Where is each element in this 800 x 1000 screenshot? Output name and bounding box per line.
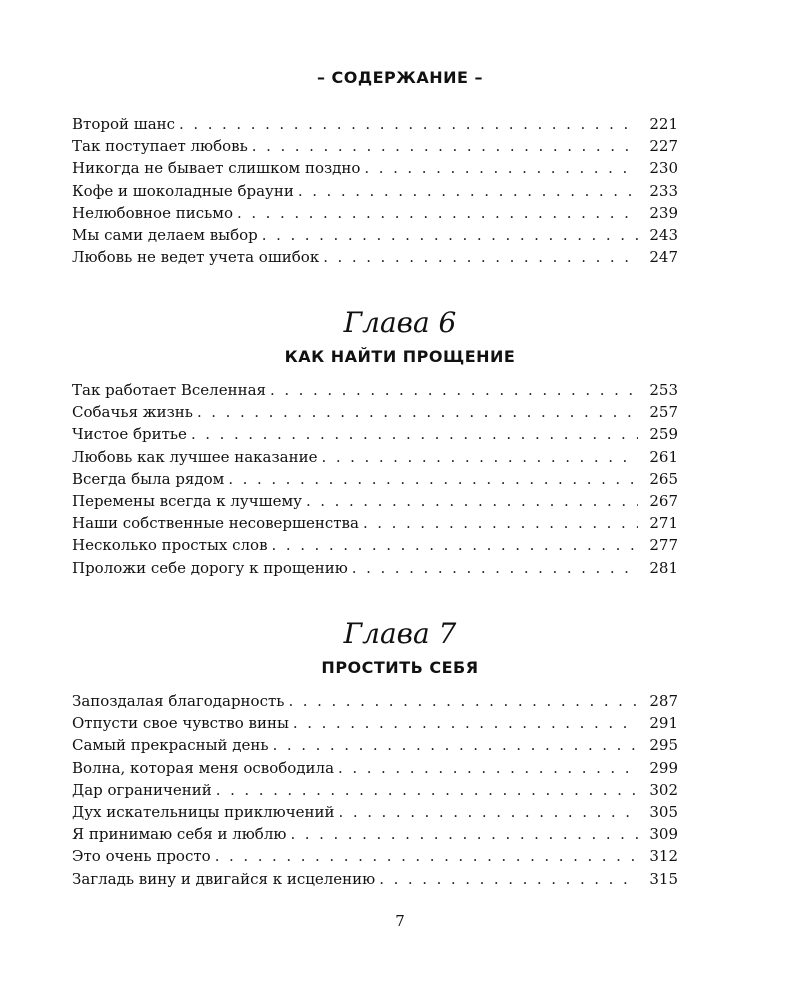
toc-entry: [72, 845, 678, 867]
toc-entry-title: Я принимаю себя и люблю: [72, 825, 287, 844]
dot-leader: [298, 180, 638, 202]
toc-entry-title: Дух искательницы приключений: [72, 802, 335, 821]
toc-list: [72, 379, 678, 579]
chapter-title: ПРОСТИТЬ СЕБЯ: [321, 658, 479, 677]
toc-entry: [72, 401, 678, 423]
toc-entry-title: Отпусти свое чувство вины: [72, 714, 289, 733]
dot-leader: [290, 823, 638, 845]
toc-entry-title: Любовь как лучшее наказание: [72, 447, 318, 466]
toc-entry: [72, 557, 678, 579]
toc-page-number: 271: [649, 514, 678, 533]
toc-page-number: 277: [649, 536, 678, 555]
toc-entry-title: Чистое бритье: [72, 425, 187, 444]
toc-entry: [72, 734, 678, 756]
toc-entry: [72, 534, 678, 556]
toc-entry: [72, 246, 678, 268]
dot-leader: [306, 490, 638, 512]
toc-page-number: 302: [649, 780, 678, 799]
toc-entry: [72, 512, 678, 534]
toc-page-number: 281: [649, 558, 678, 577]
dot-leader: [323, 246, 638, 268]
dot-leader: [363, 512, 638, 534]
toc-entry: [72, 224, 678, 246]
dot-leader: [252, 135, 638, 157]
toc-entry: [72, 801, 678, 823]
toc-page-number: 221: [649, 115, 678, 133]
toc-page-number: 287: [649, 692, 678, 710]
toc-entry-title: Самый прекрасный день: [72, 736, 269, 755]
dot-leader: [237, 202, 638, 224]
toc-entry-title: Запоздалая благодарность: [72, 692, 285, 710]
toc-entry: [72, 868, 678, 890]
toc-page-number: 239: [649, 203, 678, 222]
toc-entry-title: Несколько простых слов: [72, 536, 268, 555]
toc-entry-title: Это очень просто: [72, 847, 211, 866]
toc-page-number: 291: [649, 714, 678, 733]
dot-leader: [215, 845, 638, 867]
dot-leader: [339, 801, 638, 823]
toc-entry: [72, 712, 678, 734]
dot-leader: [228, 468, 638, 490]
dot-leader: [364, 157, 638, 179]
toc-entry: [72, 157, 678, 179]
toc-entry-title: Любовь не ведет учета ошибок: [72, 248, 320, 267]
toc-page-number: 247: [649, 248, 678, 267]
toc-entry: [72, 446, 678, 468]
toc-page-number: 233: [649, 181, 678, 200]
toc-entry-title: Кофе и шоколадные брауни: [72, 181, 294, 200]
dot-leader: [216, 779, 638, 801]
toc-entry-title: Перемены всегда к лучшему: [72, 491, 302, 510]
toc-page-number: 305: [649, 802, 678, 821]
toc-entry: [72, 379, 678, 401]
dot-leader: [338, 757, 638, 779]
toc-entry: [72, 779, 678, 801]
toc-page-number: 257: [649, 403, 678, 422]
toc-list: [72, 113, 678, 268]
toc-entry: [72, 823, 678, 845]
toc-entry-title: Дар ограничений: [72, 780, 212, 799]
toc-entry-title: Наши собственные несовершенства: [72, 514, 359, 533]
toc-entry-title: Собачья жизнь: [72, 403, 193, 422]
toc-entry: [72, 490, 678, 512]
toc-page-number: 253: [649, 381, 678, 399]
toc-page-number: 299: [649, 758, 678, 777]
toc-entry-title: Так работает Вселенная: [72, 381, 266, 399]
toc-entry-title: Нелюбовное письмо: [72, 203, 233, 222]
toc-entry: [72, 468, 678, 490]
toc-entry-title: Волна, которая меня освободила: [72, 758, 335, 777]
toc-entry-title: Никогда не бывает слишком поздно: [72, 159, 361, 178]
toc-entry: [72, 690, 678, 712]
toc-entry: [72, 757, 678, 779]
toc-entry-title: Так поступает любовь: [72, 137, 248, 156]
toc-entry: [72, 135, 678, 157]
contents-heading: – СОДЕРЖАНИЕ –: [316, 68, 484, 87]
chapter-title: КАК НАЙТИ ПРОЩЕНИЕ: [284, 347, 516, 366]
dot-leader: [270, 379, 638, 401]
dot-leader: [293, 712, 638, 734]
toc-page-number: 265: [649, 469, 678, 488]
dot-leader: [197, 401, 638, 423]
toc-page-number: 227: [649, 137, 678, 156]
toc-page-number: 230: [649, 159, 678, 178]
toc-page-number: 259: [649, 425, 678, 444]
toc-entry-title: Всегда была рядом: [72, 469, 225, 488]
toc-page-number: 243: [649, 225, 678, 244]
dot-leader: [352, 557, 638, 579]
toc-page-number: 309: [649, 825, 678, 844]
chapter-label: Глава 7: [343, 617, 457, 650]
toc-entry: [72, 113, 678, 135]
toc-list: [72, 690, 678, 890]
dot-leader: [262, 224, 638, 246]
toc-entry: [72, 423, 678, 445]
toc-page-number: 261: [649, 447, 678, 466]
toc-entry-title: Загладь вину и двигайся к исцелению: [72, 869, 376, 888]
dot-leader: [179, 113, 638, 135]
toc-entry-title: Проложи себе дорогу к прощению: [72, 558, 348, 577]
toc-page-number: 267: [649, 491, 678, 510]
dot-leader: [288, 690, 638, 712]
chapter-label: Глава 6: [343, 306, 457, 339]
dot-leader: [379, 868, 638, 890]
toc-entry: [72, 202, 678, 224]
dot-leader: [321, 446, 638, 468]
page-number: 7: [395, 912, 405, 930]
dot-leader: [191, 423, 638, 445]
dot-leader: [273, 734, 638, 756]
toc-entry-title: Мы сами делаем выбор: [72, 225, 258, 244]
toc-entry: [72, 180, 678, 202]
toc-page-number: 312: [649, 847, 678, 866]
toc-page-number: 315: [649, 869, 678, 888]
toc-page-number: 295: [649, 736, 678, 755]
dot-leader: [272, 534, 638, 556]
toc-entry-title: Второй шанс: [72, 115, 176, 133]
